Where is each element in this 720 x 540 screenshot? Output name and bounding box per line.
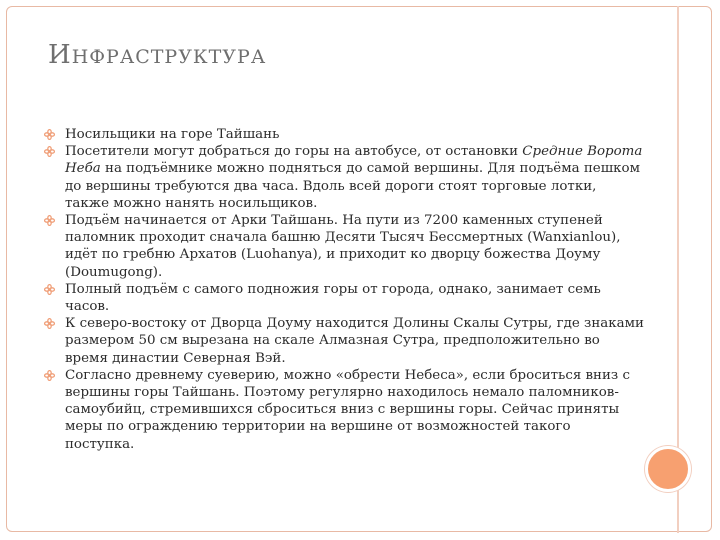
accent-circle (645, 446, 691, 492)
slide-title-cap: И (48, 40, 72, 70)
flower-bullet-icon (44, 129, 55, 140)
list-item (44, 143, 644, 212)
list-item (44, 281, 644, 315)
slide-title (48, 40, 266, 70)
list-item (44, 212, 644, 281)
bullet-text-italic: Средние Ворота Неба (65, 144, 643, 177)
list-item (44, 367, 644, 453)
bullet-text: Полный подъём с самого подножия горы от города, однако, занимает семь часов. (65, 281, 601, 315)
bullet-list (44, 126, 644, 453)
bullet-text: Подъём начинается от Арки Тайшань. На пути из 7200 каменных ступеней паломник проходит сначала башню Десяти Тысяч Бессмертных (Wanxianlou), идёт по гребню Архатов (Luohanya), и приходит ко дворцу божества Доуму (Doumugong). (65, 213, 621, 280)
flower-bullet-icon (44, 215, 55, 226)
flower-bullet-icon (44, 318, 55, 329)
bullet-text: К северо-востоку от Дворца Доуму находится Долины Скалы Сутры, где знаками размером 50 см вырезана на скале Алмазная Сутра, предположительно во время династии Северная Вэй. (65, 316, 644, 366)
list-item (44, 126, 644, 143)
slide-title-rest: НФРАСТРУКТУРА (71, 46, 267, 68)
bullet-text-before: Посетители могут добраться до горы на автобусе, от остановки (65, 144, 523, 160)
bullet-text: Согласно древнему суеверию, можно «обрести Небеса», если броситься вниз с вершины горы Тайшань. Поэтому регулярно находилось немало паломников-самоубийц, стремившихся сброситься вниз с вершины горы. Сейчас приняты меры по ограждению территории на вершине от возможностей такого поступка. (65, 367, 630, 452)
list-item (44, 315, 644, 367)
flower-bullet-icon (44, 370, 55, 381)
bullet-text-after: на подъёмнике можно подняться до самой вершины. Для подъёма пешком до вершины требуются два часа. Вдоль всей дороги стоят торговые лотки, также можно нанять носильщиков. (65, 161, 641, 211)
flower-bullet-icon (44, 284, 55, 295)
bullet-text: Носильщики на горе Тайшань (65, 127, 280, 142)
flower-bullet-icon (44, 146, 55, 157)
